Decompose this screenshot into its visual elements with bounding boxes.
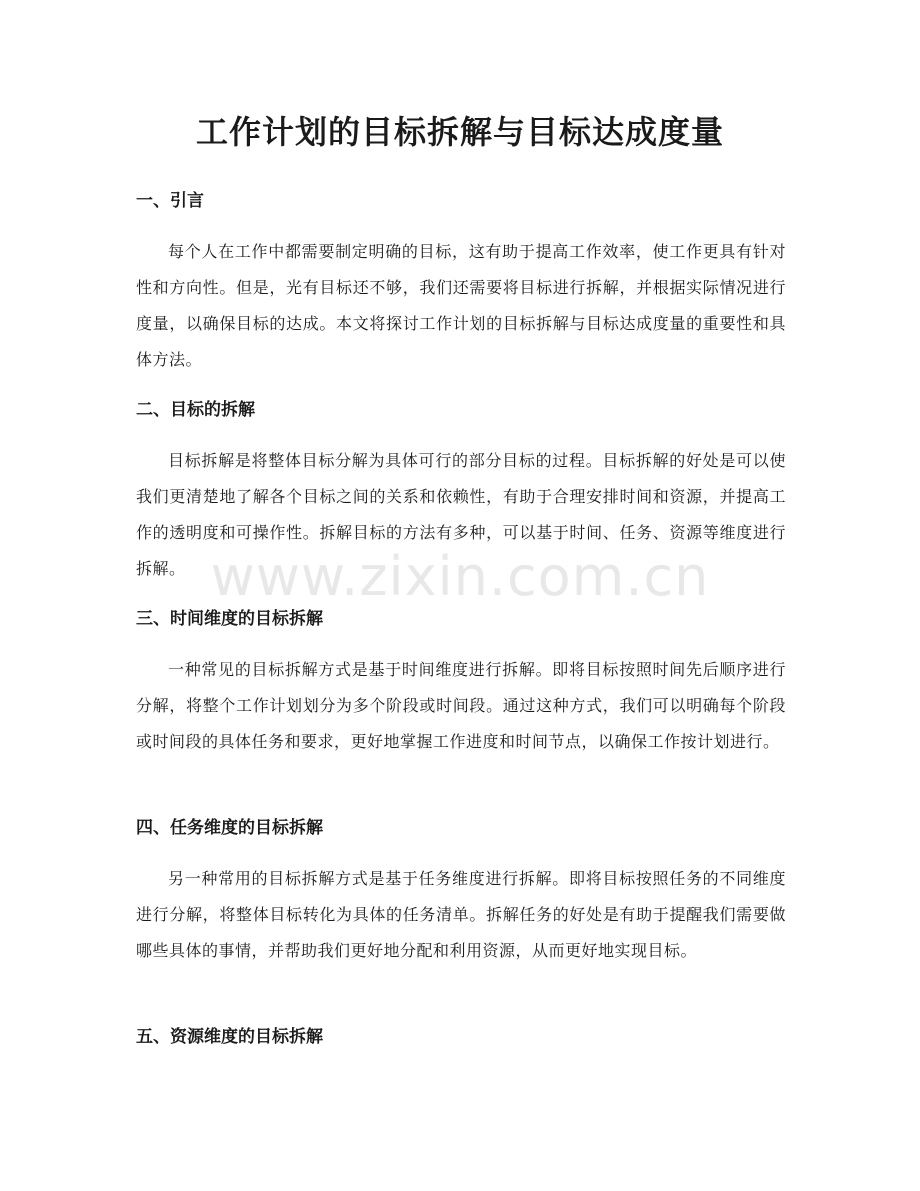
- section-goal-decomposition: [136, 397, 786, 587]
- section-paragraph: 每个人在工作中都需要制定明确的目标，这有助于提高工作效率，使工作更具有针对性和方向性。但是，光有目标还不够，我们还需要将目标进行拆解，并根据实际情况进行度量，以确保目标的达成。本文将探讨工作计划的目标拆解与目标达成度量的重要性和具体方法。: [136, 242, 786, 369]
- section-time-dimension: [136, 606, 786, 760]
- section-heading: 三、时间维度的目标拆解: [136, 609, 323, 629]
- section-heading: 一、引言: [136, 191, 204, 211]
- section-heading: 二、目标的拆解: [136, 400, 255, 420]
- section-heading: 五、资源维度的目标拆解: [136, 1027, 323, 1047]
- watermark: www.zixin.com.cn: [210, 545, 710, 608]
- section-introduction: [136, 188, 786, 378]
- document-title: 工作计划的目标拆解与目标达成度量: [195, 113, 724, 151]
- section-paragraph: 一种常见的目标拆解方式是基于时间维度进行拆解。即将目标按照时间先后顺序进行分解，将整个工作计划划分为多个阶段或时间段。通过这种方式，我们可以明确每个阶段或时间段的具体任务和要求，更好地掌握工作进度和时间节点，以确保工作按计划进行。: [136, 660, 786, 751]
- section-task-dimension: [136, 815, 786, 969]
- section-paragraph: 另一种常用的目标拆解方式是基于任务维度进行拆解。即将目标按照任务的不同维度进行分解，将整体目标转化为具体的任务清单。拆解任务的好处是有助于提醒我们需要做哪些具体的事情，并帮助我们更好地分配和利用资源，从而更好地实现目标。: [136, 869, 786, 960]
- section-paragraph: 目标拆解是将整体目标分解为具体可行的部分目标的过程。目标拆解的好处是可以使我们更清楚地了解各个目标之间的关系和依赖性，有助于合理安排时间和资源，并提高工作的透明度和可操作性。拆解目标的方法有多种，可以基于时间、任务、资源等维度进行拆解。: [136, 451, 786, 578]
- section-resource-dimension: [136, 1024, 786, 1050]
- section-heading: 四、任务维度的目标拆解: [136, 818, 323, 838]
